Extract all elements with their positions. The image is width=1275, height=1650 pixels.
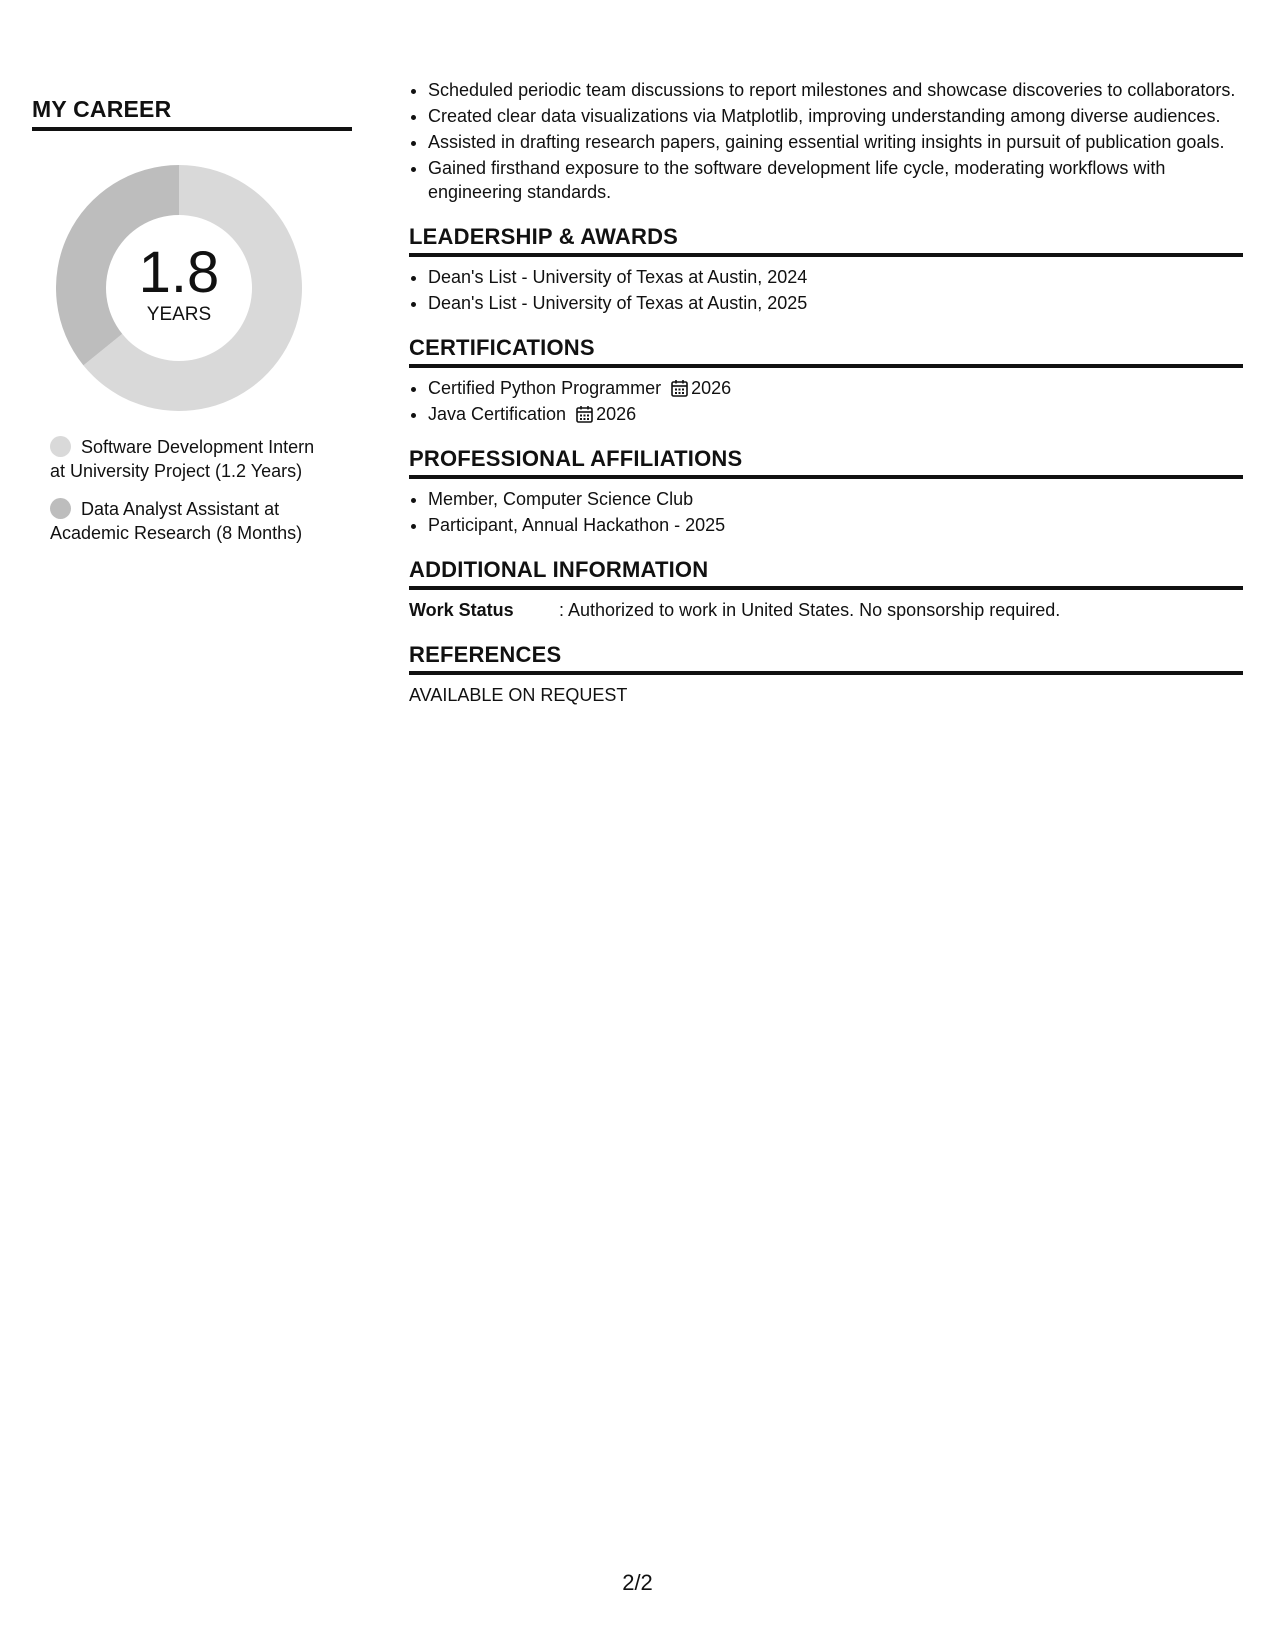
certification-year: 2026 xyxy=(691,378,732,398)
legend-item xyxy=(50,497,320,545)
work-status-value: : Authorized to work in United States. No sponsorship required. xyxy=(559,600,1061,620)
career-heading: MY CAREER xyxy=(32,96,352,131)
list-item: • Assisted in drafting research papers, gaining essential writing insights in pursuit of publication goals. xyxy=(428,130,1243,154)
legend-item xyxy=(50,435,320,483)
leadership-heading: LEADERSHIP & AWARDS xyxy=(409,222,1243,257)
certification-name: Java Certification xyxy=(428,404,567,424)
calendar-icon xyxy=(576,405,593,423)
certifications-list xyxy=(409,376,1243,426)
legend-label: Data Analyst Assistant at Academic Research (8 Months) xyxy=(50,499,303,543)
list-item: • Dean's List - University of Texas at Austin, 2024 xyxy=(428,265,1243,289)
references-text: AVAILABLE ON REQUEST xyxy=(409,685,628,705)
list-item: • Dean's List - University of Texas at Austin, 2025 xyxy=(428,291,1243,315)
career-legend xyxy=(50,435,320,545)
certifications-heading: CERTIFICATIONS xyxy=(409,333,1243,368)
total-years-value: 1.8 xyxy=(138,240,220,305)
main-content xyxy=(409,78,1243,707)
list-item: • Gained firsthand exposure to the software development life cycle, moderating workflows with engineering standards. xyxy=(428,156,1243,204)
career-sidebar xyxy=(32,96,352,559)
legend-label: Software Development Intern at University Project (1.2 Years) xyxy=(50,437,315,481)
list-item: • Created clear data visualizations via Matplotlib, improving understanding among diverse audiences. xyxy=(428,104,1243,128)
work-status-label: Work Status xyxy=(409,600,514,620)
legend-dot-icon xyxy=(50,436,71,457)
legend-dot-icon xyxy=(50,498,71,519)
experience-bullet-list xyxy=(409,78,1243,204)
career-donut-chart xyxy=(56,165,302,411)
list-item xyxy=(428,402,1243,426)
donut-center xyxy=(56,165,302,411)
affiliations-list xyxy=(409,487,1243,537)
page-number: 2/2 xyxy=(622,1570,653,1595)
certification-name: Certified Python Programmer xyxy=(428,378,662,398)
total-years-unit: YEARS xyxy=(146,304,212,325)
certification-year: 2026 xyxy=(596,404,637,424)
leadership-list xyxy=(409,265,1243,315)
list-item: • Member, Computer Science Club xyxy=(428,487,1243,511)
references-heading: REFERENCES xyxy=(409,640,1243,675)
work-status-row xyxy=(409,598,1243,622)
list-item: • Scheduled periodic team discussions to report milestones and showcase discoveries to collaborators. xyxy=(428,78,1243,102)
list-item: • Participant, Annual Hackathon - 2025 xyxy=(428,513,1243,537)
affiliations-heading: PROFESSIONAL AFFILIATIONS xyxy=(409,444,1243,479)
list-item xyxy=(428,376,1243,400)
calendar-icon xyxy=(671,379,688,397)
additional-info-heading: ADDITIONAL INFORMATION xyxy=(409,555,1243,590)
